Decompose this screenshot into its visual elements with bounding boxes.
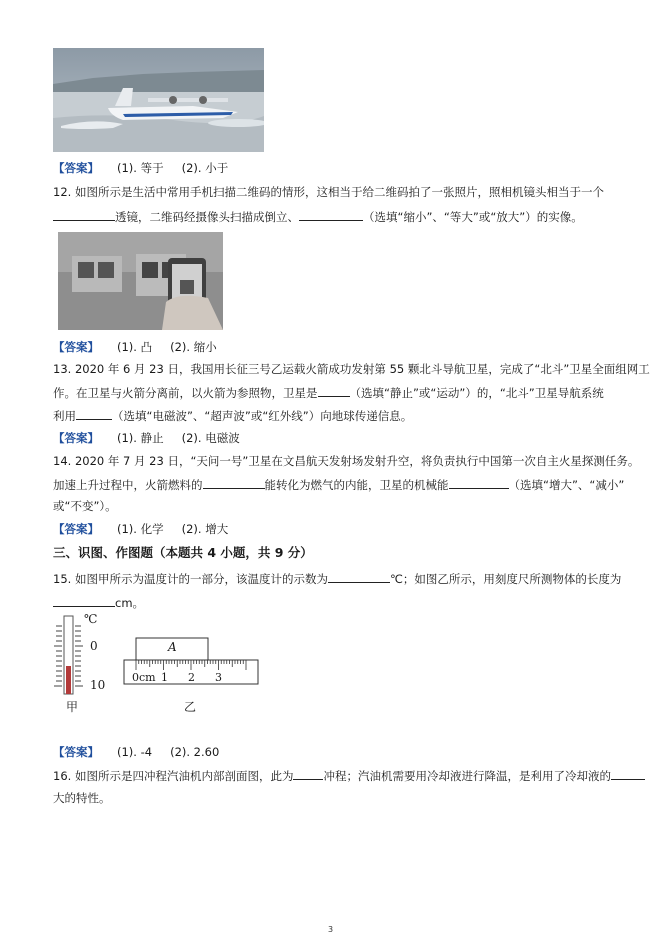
answer-item: (2). 小于 (181, 161, 229, 175)
answer-q13 (53, 430, 240, 446)
q16-text: 16. 如图所示是四冲程汽油机内部剖面图，此为 (53, 769, 294, 783)
q13-line3 (53, 407, 412, 424)
answer-item: (2). 2.60 (170, 745, 220, 759)
q12-text: 透镜，二维码经摄像头扫描成倒立、 (115, 210, 299, 224)
answer-item: (1). 静止 (117, 431, 164, 445)
page-number: 3 (327, 925, 334, 934)
q14-line3: 或“不变”）。 (53, 499, 117, 513)
q14-text: （选填“增大”、“减小” (508, 478, 625, 492)
answer-item: (2). 电磁波 (181, 431, 240, 445)
ruler-label-3: 3 (215, 671, 222, 684)
answer-q14 (53, 521, 228, 537)
answer-blank (449, 476, 509, 489)
q15-text: cm。 (115, 596, 145, 610)
answer-item: (1). 化学 (117, 522, 164, 536)
answer-item: (2). 缩小 (170, 340, 217, 354)
q14-line1: 14. 2020 年 7 月 23 日，“天问一号”卫星在文昌航天发射场发射升空，将负责执行中国第一次自主火星探测任务。 (53, 454, 640, 468)
q16-text: 冲程；汽油机需要用冷却液进行降温，是利用了冷却液的 (323, 769, 611, 783)
answer-blank (328, 570, 390, 583)
q14-text: 加速上升过程中，火箭燃料的 (53, 478, 203, 492)
answer-blank (53, 594, 115, 607)
q16-line1 (53, 767, 645, 784)
answer-blank (611, 767, 645, 780)
answer-q12 (53, 339, 217, 355)
q15-line1 (53, 570, 621, 587)
thermometer-figure (52, 612, 112, 714)
q15-line2 (53, 594, 144, 611)
thermometer-tick-10: 10 (90, 678, 106, 692)
answer-seaplane (53, 160, 228, 176)
answer-blank (53, 208, 115, 221)
q14-line2 (53, 476, 624, 493)
q12-line1: 12. 如图所示是生活中常用手机扫描二维码的情形，这相当于给二维码拍了一张照片，照相机镜头相当于一个 (53, 185, 604, 199)
ruler-label-2: 2 (188, 671, 195, 684)
figure-label-jia: 甲 (66, 700, 79, 714)
q14-text: 能转化为燃气的内能，卫星的机械能 (264, 478, 449, 492)
answer-tag: 【答案】 (53, 745, 99, 759)
answer-blank (299, 208, 363, 221)
qr-scan-photo (58, 232, 223, 330)
answer-item: (1). 等于 (117, 161, 164, 175)
ruler-label-0: 0cm (132, 671, 156, 684)
figure-label-yi: 乙 (184, 700, 197, 714)
answer-item: (1). -4 (117, 745, 153, 759)
answer-blank (293, 767, 323, 780)
q15-text: ℃；如图乙所示，用刻度尺所测物体的长度为 (389, 572, 622, 586)
seaplane-photo (53, 48, 264, 152)
answer-tag: 【答案】 (53, 340, 99, 354)
section-heading: 三、识图、作图题（本题共 4 小题，共 9 分） (53, 545, 313, 560)
q16-line2: 大的特性。 (53, 791, 111, 805)
ruler-label-1: 1 (161, 671, 168, 684)
answer-tag: 【答案】 (53, 161, 99, 175)
q13-text: 作。在卫星与火箭分离前，以火箭为参照物，卫星是 (53, 386, 318, 400)
ruler-object-label: A (168, 640, 177, 654)
ruler-figure (122, 636, 262, 716)
q12-line2 (53, 208, 583, 225)
q13-text: （选填“电磁波”、“超声波”或“红外线”）向地球传递信息。 (112, 409, 413, 423)
thermometer-tick-0: 0 (90, 639, 98, 653)
q13-line2 (53, 384, 604, 401)
answer-tag: 【答案】 (53, 522, 99, 536)
q13-text: （选填“静止”或“运动”）的，“北斗”卫星导航系统 (349, 386, 604, 400)
answer-blank (76, 407, 112, 420)
answer-q15 (53, 744, 219, 760)
thermometer-unit: ℃ (84, 612, 98, 626)
q13-line1: 13. 2020 年 6 月 23 日，我国用长征三号乙运载火箭成功发射第 55 颗北斗导航卫星，完成了“北斗”卫星全面组网工 (53, 362, 650, 376)
answer-blank (318, 384, 350, 397)
answer-item: (2). 增大 (181, 522, 229, 536)
answer-item: (1). 凸 (117, 340, 153, 354)
answer-tag: 【答案】 (53, 431, 99, 445)
q15-text: 15. 如图甲所示为温度计的一部分，该温度计的示数为 (53, 572, 328, 586)
q12-text: （选填“缩小”、“等大”或“放大”）的实像。 (363, 210, 583, 224)
q13-text: 利用 (53, 409, 76, 423)
answer-blank (203, 476, 265, 489)
